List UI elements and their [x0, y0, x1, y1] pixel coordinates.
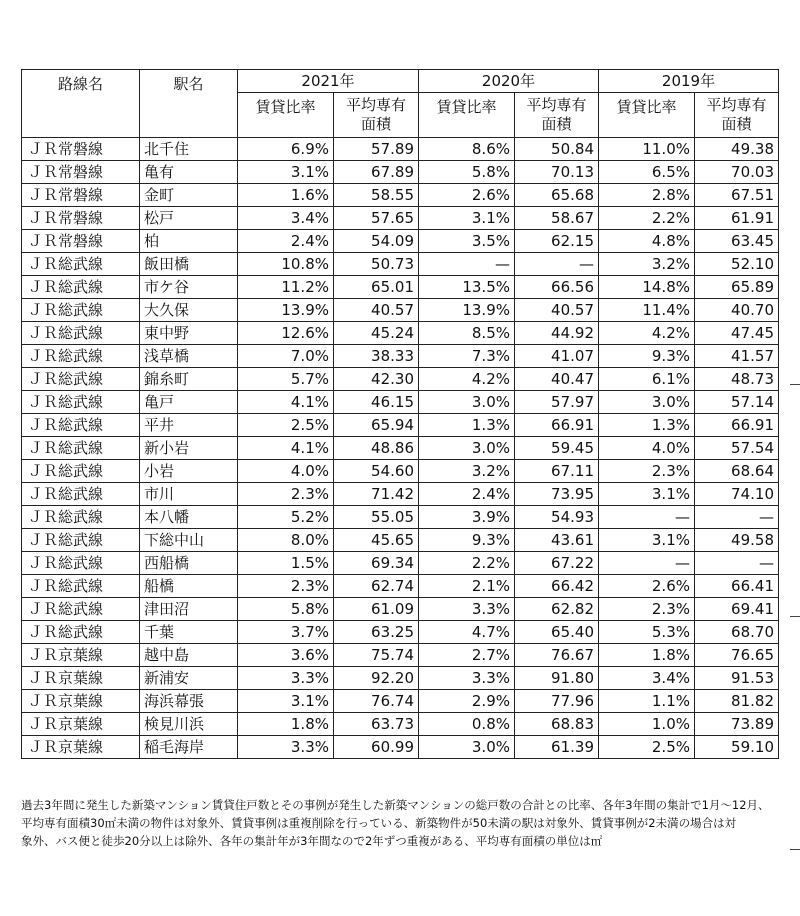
- line-name-cell: ＪＲ総武線: [22, 437, 140, 460]
- avg-area-2020-cell: 68.83: [515, 713, 599, 736]
- avg-area-2019-cell: 63.45: [695, 230, 779, 253]
- rental-ratio-2019-cell: 6.1%: [599, 368, 695, 391]
- avg-area-2021-cell: 71.42: [334, 483, 419, 506]
- line-name-cell: ＪＲ京葉線: [22, 713, 140, 736]
- rental-ratio-2021-cell: 13.9%: [238, 299, 334, 322]
- avg-area-2019-cell: 66.41: [695, 575, 779, 598]
- rental-ratio-2020-cell: 1.3%: [419, 414, 515, 437]
- station-name-cell: 大久保: [140, 299, 238, 322]
- rental-ratio-2020-cell: 3.3%: [419, 667, 515, 690]
- station-name-cell: 新小岩: [140, 437, 238, 460]
- rental-ratio-2020-cell: 2.7%: [419, 644, 515, 667]
- line-name-cell: ＪＲ総武線: [22, 253, 140, 276]
- avg-area-2020-cell: 57.97: [515, 391, 599, 414]
- rental-ratio-2021-cell: 8.0%: [238, 529, 334, 552]
- header-area-label-2: 面積: [721, 115, 752, 133]
- rental-ratio-2019-cell: 2.3%: [599, 598, 695, 621]
- rental-ratio-2019-cell: 2.2%: [599, 207, 695, 230]
- rental-ratio-2019-cell: 1.3%: [599, 414, 695, 437]
- line-name-cell: ＪＲ総武線: [22, 299, 140, 322]
- avg-area-2019-cell: 40.70: [695, 299, 779, 322]
- avg-area-2019-cell: 69.41: [695, 598, 779, 621]
- table-row: [22, 621, 779, 644]
- rental-ratio-2019-cell: 11.4%: [599, 299, 695, 322]
- station-name-cell: 検見川浜: [140, 713, 238, 736]
- avg-area-2020-cell: 41.07: [515, 345, 599, 368]
- line-name-cell: ＪＲ京葉線: [22, 644, 140, 667]
- rental-ratio-2019-cell: 4.0%: [599, 437, 695, 460]
- header-area-2021: [334, 93, 419, 138]
- avg-area-2019-cell: 41.57: [695, 345, 779, 368]
- rental-ratio-2019-cell: 3.4%: [599, 667, 695, 690]
- avg-area-2020-cell: 77.96: [515, 690, 599, 713]
- avg-area-2021-cell: 50.73: [334, 253, 419, 276]
- header-ratio-2019: 賃貸比率: [599, 93, 695, 138]
- avg-area-2021-cell: 48.86: [334, 437, 419, 460]
- rental-ratio-2020-cell: 2.1%: [419, 575, 515, 598]
- station-name-cell: 下総中山: [140, 529, 238, 552]
- table-row: [22, 483, 779, 506]
- header-line: 路線名: [22, 70, 140, 138]
- table-row: [22, 529, 779, 552]
- rental-ratio-2021-cell: 1.5%: [238, 552, 334, 575]
- rental-ratio-2019-cell: —: [599, 506, 695, 529]
- rental-ratio-2020-cell: 3.2%: [419, 460, 515, 483]
- rental-ratio-2021-cell: 2.4%: [238, 230, 334, 253]
- rental-ratio-2020-cell: 9.3%: [419, 529, 515, 552]
- avg-area-2020-cell: 66.42: [515, 575, 599, 598]
- station-name-cell: 金町: [140, 184, 238, 207]
- avg-area-2020-cell: 54.93: [515, 506, 599, 529]
- avg-area-2021-cell: 92.20: [334, 667, 419, 690]
- line-name-cell: ＪＲ常磐線: [22, 184, 140, 207]
- avg-area-2019-cell: 57.14: [695, 391, 779, 414]
- table-row: [22, 391, 779, 414]
- rental-ratio-2020-cell: 13.9%: [419, 299, 515, 322]
- rental-ratio-2021-cell: 3.1%: [238, 161, 334, 184]
- avg-area-2020-cell: —: [515, 253, 599, 276]
- line-name-cell: ＪＲ総武線: [22, 621, 140, 644]
- rental-ratio-2019-cell: 1.1%: [599, 690, 695, 713]
- rental-ratio-2019-cell: 3.1%: [599, 529, 695, 552]
- line-name-cell: ＪＲ総武線: [22, 598, 140, 621]
- avg-area-2021-cell: 63.25: [334, 621, 419, 644]
- rental-ratio-2021-cell: 12.6%: [238, 322, 334, 345]
- avg-area-2021-cell: 38.33: [334, 345, 419, 368]
- avg-area-2021-cell: 69.34: [334, 552, 419, 575]
- avg-area-2019-cell: 73.89: [695, 713, 779, 736]
- rental-ratio-2020-cell: 3.1%: [419, 207, 515, 230]
- rental-ratio-2020-cell: 3.5%: [419, 230, 515, 253]
- rental-ratio-2020-cell: 4.2%: [419, 368, 515, 391]
- rental-ratio-2021-cell: 10.8%: [238, 253, 334, 276]
- line-name-cell: ＪＲ総武線: [22, 414, 140, 437]
- avg-area-2021-cell: 60.99: [334, 736, 419, 759]
- station-name-cell: 亀戸: [140, 391, 238, 414]
- header-ratio-2020: 賃貸比率: [419, 93, 515, 138]
- avg-area-2019-cell: 66.91: [695, 414, 779, 437]
- avg-area-2019-cell: 74.10: [695, 483, 779, 506]
- rental-ratio-2019-cell: 9.3%: [599, 345, 695, 368]
- avg-area-2021-cell: 63.73: [334, 713, 419, 736]
- avg-area-2020-cell: 66.56: [515, 276, 599, 299]
- rental-ratio-2019-cell: 5.3%: [599, 621, 695, 644]
- table-row: [22, 161, 779, 184]
- avg-area-2021-cell: 62.74: [334, 575, 419, 598]
- header-ratio-2021: 賃貸比率: [238, 93, 334, 138]
- rental-ratio-2021-cell: 3.7%: [238, 621, 334, 644]
- table-row: [22, 414, 779, 437]
- line-name-cell: ＪＲ京葉線: [22, 736, 140, 759]
- table-row: [22, 552, 779, 575]
- rental-ratio-2019-cell: 1.0%: [599, 713, 695, 736]
- avg-area-2021-cell: 58.55: [334, 184, 419, 207]
- line-name-cell: ＪＲ常磐線: [22, 230, 140, 253]
- rental-ratio-2019-cell: 6.5%: [599, 161, 695, 184]
- avg-area-2020-cell: 61.39: [515, 736, 599, 759]
- line-name-cell: ＪＲ総武線: [22, 391, 140, 414]
- rental-ratio-2020-cell: 3.3%: [419, 598, 515, 621]
- station-name-cell: 東中野: [140, 322, 238, 345]
- rental-ratio-2019-cell: 4.2%: [599, 322, 695, 345]
- rental-ratio-2021-cell: 5.7%: [238, 368, 334, 391]
- avg-area-2019-cell: —: [695, 506, 779, 529]
- avg-area-2021-cell: 54.60: [334, 460, 419, 483]
- table-row: [22, 322, 779, 345]
- line-name-cell: ＪＲ常磐線: [22, 138, 140, 161]
- rental-ratio-2021-cell: 3.4%: [238, 207, 334, 230]
- footnote: [21, 797, 781, 850]
- avg-area-2019-cell: 68.70: [695, 621, 779, 644]
- avg-area-2020-cell: 40.47: [515, 368, 599, 391]
- line-name-cell: ＪＲ常磐線: [22, 161, 140, 184]
- avg-area-2021-cell: 75.74: [334, 644, 419, 667]
- rental-ratio-2020-cell: —: [419, 253, 515, 276]
- avg-area-2019-cell: 59.10: [695, 736, 779, 759]
- avg-area-2020-cell: 50.84: [515, 138, 599, 161]
- avg-area-2019-cell: 76.65: [695, 644, 779, 667]
- header-area-label-1: 平均専有: [706, 96, 767, 115]
- rental-ratio-2021-cell: 11.2%: [238, 276, 334, 299]
- avg-area-2020-cell: 65.40: [515, 621, 599, 644]
- rental-ratio-2020-cell: 2.6%: [419, 184, 515, 207]
- rental-ratio-2019-cell: 1.8%: [599, 644, 695, 667]
- avg-area-2020-cell: 66.91: [515, 414, 599, 437]
- rental-ratio-2020-cell: 8.5%: [419, 322, 515, 345]
- avg-area-2020-cell: 67.11: [515, 460, 599, 483]
- avg-area-2021-cell: 76.74: [334, 690, 419, 713]
- rental-ratio-2020-cell: 0.8%: [419, 713, 515, 736]
- table-row: [22, 460, 779, 483]
- avg-area-2021-cell: 42.30: [334, 368, 419, 391]
- header-area-2020: [515, 93, 599, 138]
- header-year-2021: 2021年: [238, 70, 419, 93]
- avg-area-2021-cell: 65.01: [334, 276, 419, 299]
- rental-ratio-2021-cell: 1.6%: [238, 184, 334, 207]
- avg-area-2021-cell: 57.89: [334, 138, 419, 161]
- table-row: [22, 644, 779, 667]
- avg-area-2020-cell: 44.92: [515, 322, 599, 345]
- station-name-cell: 浅草橋: [140, 345, 238, 368]
- table-body: [22, 138, 779, 759]
- rental-ratio-2021-cell: 3.1%: [238, 690, 334, 713]
- avg-area-2019-cell: 81.82: [695, 690, 779, 713]
- line-name-cell: ＪＲ総武線: [22, 506, 140, 529]
- header-area-2019: [695, 93, 779, 138]
- avg-area-2020-cell: 62.82: [515, 598, 599, 621]
- avg-area-2019-cell: 52.10: [695, 253, 779, 276]
- table-row: [22, 713, 779, 736]
- avg-area-2019-cell: —: [695, 552, 779, 575]
- margin-tick-mark: [790, 384, 800, 385]
- avg-area-2020-cell: 76.67: [515, 644, 599, 667]
- rental-ratio-2020-cell: 2.9%: [419, 690, 515, 713]
- avg-area-2021-cell: 45.65: [334, 529, 419, 552]
- avg-area-2019-cell: 49.58: [695, 529, 779, 552]
- header-station: 駅名: [140, 70, 238, 138]
- rental-ratio-2021-cell: 4.0%: [238, 460, 334, 483]
- avg-area-2019-cell: 47.45: [695, 322, 779, 345]
- station-name-cell: 柏: [140, 230, 238, 253]
- header-area-label-2: 面積: [360, 115, 391, 133]
- header-year-2019: 2019年: [599, 70, 779, 93]
- station-name-cell: 本八幡: [140, 506, 238, 529]
- avg-area-2021-cell: 46.15: [334, 391, 419, 414]
- rental-ratio-2020-cell: 4.7%: [419, 621, 515, 644]
- station-name-cell: 越中島: [140, 644, 238, 667]
- rental-ratio-table-container: [21, 69, 779, 759]
- station-name-cell: 津田沼: [140, 598, 238, 621]
- avg-area-2020-cell: 59.45: [515, 437, 599, 460]
- station-name-cell: 千葉: [140, 621, 238, 644]
- rental-ratio-2020-cell: 13.5%: [419, 276, 515, 299]
- station-name-cell: 平井: [140, 414, 238, 437]
- station-name-cell: 新浦安: [140, 667, 238, 690]
- avg-area-2021-cell: 67.89: [334, 161, 419, 184]
- line-name-cell: ＪＲ総武線: [22, 460, 140, 483]
- avg-area-2021-cell: 40.57: [334, 299, 419, 322]
- line-name-cell: ＪＲ総武線: [22, 276, 140, 299]
- avg-area-2019-cell: 91.53: [695, 667, 779, 690]
- rental-ratio-2021-cell: 3.3%: [238, 667, 334, 690]
- header-year-2020: 2020年: [419, 70, 599, 93]
- footnote-line-2: 平均専有面積30㎡未満の物件は対象外、賃貸事例は重複削除を行っている、新築物件が50未満の駅は対象外、賃貸事例が2未満の場合は対: [21, 815, 737, 830]
- avg-area-2020-cell: 70.13: [515, 161, 599, 184]
- station-name-cell: 亀有: [140, 161, 238, 184]
- avg-area-2020-cell: 65.68: [515, 184, 599, 207]
- rental-ratio-2020-cell: 2.4%: [419, 483, 515, 506]
- avg-area-2019-cell: 49.38: [695, 138, 779, 161]
- rental-ratio-2019-cell: 3.1%: [599, 483, 695, 506]
- table-row: [22, 253, 779, 276]
- rental-ratio-table: [21, 69, 779, 759]
- table-row: [22, 345, 779, 368]
- avg-area-2021-cell: 54.09: [334, 230, 419, 253]
- table-row: [22, 598, 779, 621]
- line-name-cell: ＪＲ総武線: [22, 322, 140, 345]
- rental-ratio-2019-cell: 2.3%: [599, 460, 695, 483]
- avg-area-2020-cell: 73.95: [515, 483, 599, 506]
- avg-area-2020-cell: 62.15: [515, 230, 599, 253]
- header-area-label-1: 平均専有: [345, 96, 406, 115]
- avg-area-2020-cell: 58.67: [515, 207, 599, 230]
- line-name-cell: ＪＲ総武線: [22, 575, 140, 598]
- rental-ratio-2021-cell: 5.8%: [238, 598, 334, 621]
- table-row: [22, 230, 779, 253]
- rental-ratio-2019-cell: 4.8%: [599, 230, 695, 253]
- rental-ratio-2021-cell: 3.6%: [238, 644, 334, 667]
- station-name-cell: 小岩: [140, 460, 238, 483]
- table-row: [22, 575, 779, 598]
- line-name-cell: ＪＲ京葉線: [22, 690, 140, 713]
- avg-area-2019-cell: 65.89: [695, 276, 779, 299]
- avg-area-2019-cell: 61.91: [695, 207, 779, 230]
- header-area-label-1: 平均専有: [526, 96, 587, 115]
- rental-ratio-2020-cell: 3.0%: [419, 736, 515, 759]
- table-row: [22, 184, 779, 207]
- station-name-cell: 錦糸町: [140, 368, 238, 391]
- avg-area-2019-cell: 68.64: [695, 460, 779, 483]
- avg-area-2019-cell: 57.54: [695, 437, 779, 460]
- line-name-cell: ＪＲ総武線: [22, 552, 140, 575]
- line-name-cell: ＪＲ総武線: [22, 483, 140, 506]
- avg-area-2021-cell: 55.05: [334, 506, 419, 529]
- table-row: [22, 138, 779, 161]
- table-row: [22, 437, 779, 460]
- station-name-cell: 船橋: [140, 575, 238, 598]
- rental-ratio-2021-cell: 1.8%: [238, 713, 334, 736]
- rental-ratio-2021-cell: 3.3%: [238, 736, 334, 759]
- margin-tick-mark: [790, 849, 800, 850]
- rental-ratio-2021-cell: 2.3%: [238, 483, 334, 506]
- table-row: [22, 736, 779, 759]
- table-row: [22, 690, 779, 713]
- avg-area-2021-cell: 57.65: [334, 207, 419, 230]
- rental-ratio-2020-cell: 8.6%: [419, 138, 515, 161]
- table-row: [22, 368, 779, 391]
- rental-ratio-2019-cell: 3.0%: [599, 391, 695, 414]
- line-name-cell: ＪＲ常磐線: [22, 207, 140, 230]
- rental-ratio-2021-cell: 6.9%: [238, 138, 334, 161]
- line-name-cell: ＪＲ総武線: [22, 368, 140, 391]
- rental-ratio-2019-cell: 2.8%: [599, 184, 695, 207]
- rental-ratio-2019-cell: 3.2%: [599, 253, 695, 276]
- rental-ratio-2019-cell: 2.5%: [599, 736, 695, 759]
- station-name-cell: 西船橋: [140, 552, 238, 575]
- station-name-cell: 松戸: [140, 207, 238, 230]
- rental-ratio-2021-cell: 7.0%: [238, 345, 334, 368]
- avg-area-2019-cell: 70.03: [695, 161, 779, 184]
- line-name-cell: ＪＲ総武線: [22, 345, 140, 368]
- rental-ratio-2020-cell: 2.2%: [419, 552, 515, 575]
- table-row: [22, 299, 779, 322]
- rental-ratio-2021-cell: 4.1%: [238, 391, 334, 414]
- station-name-cell: 飯田橋: [140, 253, 238, 276]
- table-row: [22, 506, 779, 529]
- rental-ratio-2019-cell: —: [599, 552, 695, 575]
- rental-ratio-2021-cell: 2.3%: [238, 575, 334, 598]
- avg-area-2020-cell: 43.61: [515, 529, 599, 552]
- rental-ratio-2020-cell: 3.9%: [419, 506, 515, 529]
- station-name-cell: 北千住: [140, 138, 238, 161]
- avg-area-2019-cell: 67.51: [695, 184, 779, 207]
- rental-ratio-2020-cell: 7.3%: [419, 345, 515, 368]
- line-name-cell: ＪＲ京葉線: [22, 667, 140, 690]
- rental-ratio-2020-cell: 3.0%: [419, 437, 515, 460]
- footnote-line-3: 象外、バス便と徒歩20分以上は除外、各年の集計年が3年間なので2年ずつ重複がある、平均専有面積の単位は㎡: [21, 833, 603, 848]
- avg-area-2020-cell: 40.57: [515, 299, 599, 322]
- avg-area-2021-cell: 65.94: [334, 414, 419, 437]
- table-row: [22, 276, 779, 299]
- avg-area-2020-cell: 91.80: [515, 667, 599, 690]
- station-name-cell: 市ケ谷: [140, 276, 238, 299]
- station-name-cell: 稲毛海岸: [140, 736, 238, 759]
- table-row: [22, 207, 779, 230]
- table-row: [22, 667, 779, 690]
- footnote-line-1: 過去3年間に発生した新築マンション賃貸住戸数とその事例が発生した新築マンションの総戸数の合計との比率、各年3年間の集計で1月～12月、: [21, 798, 770, 812]
- rental-ratio-2019-cell: 14.8%: [599, 276, 695, 299]
- station-name-cell: 海浜幕張: [140, 690, 238, 713]
- rental-ratio-2021-cell: 2.5%: [238, 414, 334, 437]
- rental-ratio-2020-cell: 5.8%: [419, 161, 515, 184]
- rental-ratio-2021-cell: 5.2%: [238, 506, 334, 529]
- rental-ratio-2021-cell: 4.1%: [238, 437, 334, 460]
- header-area-label-2: 面積: [541, 115, 572, 133]
- rental-ratio-2020-cell: 3.0%: [419, 391, 515, 414]
- rental-ratio-2019-cell: 11.0%: [599, 138, 695, 161]
- avg-area-2021-cell: 61.09: [334, 598, 419, 621]
- avg-area-2021-cell: 45.24: [334, 322, 419, 345]
- avg-area-2020-cell: 67.22: [515, 552, 599, 575]
- rental-ratio-2019-cell: 2.6%: [599, 575, 695, 598]
- line-name-cell: ＪＲ総武線: [22, 529, 140, 552]
- station-name-cell: 市川: [140, 483, 238, 506]
- avg-area-2019-cell: 48.73: [695, 368, 779, 391]
- margin-tick-mark: [790, 616, 800, 617]
